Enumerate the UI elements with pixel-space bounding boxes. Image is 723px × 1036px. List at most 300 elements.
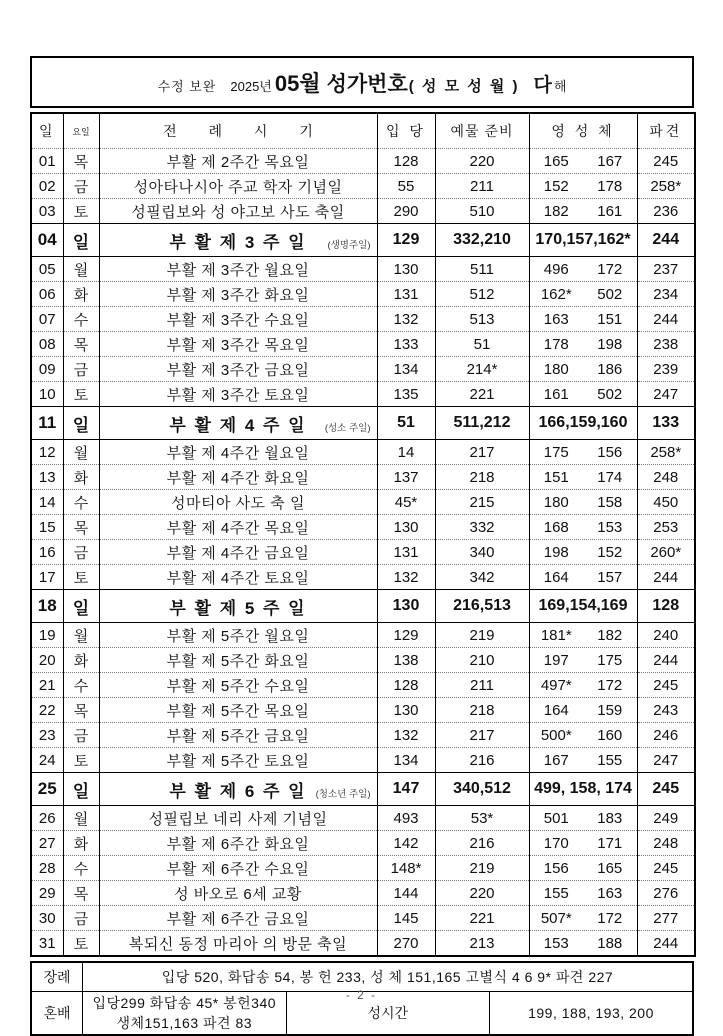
cell-day: 27: [31, 831, 63, 856]
table-row: [31, 174, 695, 199]
cell-entrance: 138: [377, 648, 435, 673]
cell-communion: [529, 357, 637, 382]
cell-day: 15: [31, 515, 63, 540]
cell-dismissal: 247: [637, 748, 695, 773]
communion-value: 161: [543, 385, 569, 403]
cell-communion: [529, 149, 637, 174]
cell-liturgy-title: 성아타나시아 주교 학자 기념일: [99, 174, 377, 199]
communion-value: 172: [597, 909, 623, 927]
cell-liturgy-title: 성필립보와 성 야고보 사도 축일: [99, 199, 377, 224]
communion-values: [530, 332, 637, 356]
cell-day: 18: [31, 590, 63, 623]
cell-communion: [529, 382, 637, 407]
table-row: [31, 698, 695, 723]
cell-dow: 일: [63, 590, 99, 623]
cell-dismissal: 258*: [637, 440, 695, 465]
communion-value: 171: [597, 834, 623, 852]
communion-values: [530, 673, 637, 697]
cell-dismissal: 253: [637, 515, 695, 540]
cell-entrance: 290: [377, 199, 435, 224]
page-title-box: [30, 56, 694, 108]
cell-entrance: 132: [377, 565, 435, 590]
cell-offertory: 218: [435, 465, 529, 490]
communion-value: 178: [543, 335, 569, 353]
communion-values: [530, 831, 637, 855]
cell-liturgy-title: 부 활 제 6 주 일 (청소년 주일): [99, 773, 377, 806]
cell-dismissal: 249: [637, 806, 695, 831]
cell-communion: [529, 931, 637, 957]
cell-dismissal: 238: [637, 332, 695, 357]
communion-value: 188: [597, 934, 623, 952]
cell-dismissal: 248: [637, 465, 695, 490]
cell-liturgy-title: 부활 제 2주간 목요일: [99, 149, 377, 174]
communion-values: [530, 540, 637, 564]
cell-dow: 목: [63, 332, 99, 357]
cell-day: 24: [31, 748, 63, 773]
table-row: [31, 382, 695, 407]
cell-liturgy-title: 부 활 제 5 주 일: [99, 590, 377, 623]
cell-communion: [529, 490, 637, 515]
communion-value: 197: [543, 651, 569, 669]
cell-liturgy-title: 부활 제 5주간 월요일: [99, 623, 377, 648]
cell-liturgy-title: 부활 제 4주간 목요일: [99, 515, 377, 540]
cell-day: 05: [31, 257, 63, 282]
cell-communion: [529, 540, 637, 565]
cell-dow: 금: [63, 723, 99, 748]
communion-value: 502: [597, 385, 623, 403]
cell-dismissal: 246: [637, 723, 695, 748]
communion-value: 152: [543, 177, 569, 195]
cell-liturgy-title: 부활 제 5주간 토요일: [99, 748, 377, 773]
table-row-sunday: [31, 590, 695, 623]
table-row: [31, 806, 695, 831]
table-row: [31, 257, 695, 282]
cell-dow: 토: [63, 199, 99, 224]
communion-values: [530, 465, 637, 489]
cell-offertory: 340,512: [435, 773, 529, 806]
cell-offertory: 220: [435, 881, 529, 906]
table-row: [31, 465, 695, 490]
cell-communion: [529, 515, 637, 540]
communion-value: 156: [597, 443, 623, 461]
page-title: [158, 67, 567, 98]
communion-value: 159: [597, 701, 623, 719]
table-row-sunday: [31, 407, 695, 440]
cell-liturgy-title: 부활 제 3주간 금요일: [99, 357, 377, 382]
cell-dow: 토: [63, 931, 99, 957]
communion-values: [530, 307, 637, 331]
communion-value: 501: [543, 809, 569, 827]
communion-values: [530, 199, 637, 223]
cell-dismissal: 245: [637, 149, 695, 174]
cell-dow: 토: [63, 565, 99, 590]
communion-values: [530, 748, 637, 772]
page-number: - 2 -: [345, 988, 378, 1002]
cell-entrance: 145: [377, 906, 435, 931]
communion-value: 172: [597, 676, 623, 694]
cell-dow: 월: [63, 257, 99, 282]
communion-value: 158: [597, 493, 623, 511]
title-paren-note: ( 성 모 성 월 ): [408, 77, 520, 95]
cell-day: 14: [31, 490, 63, 515]
column-header-offertory: 예물 준비: [435, 113, 529, 149]
communion-value: 165: [543, 152, 569, 170]
cell-day: 19: [31, 623, 63, 648]
cell-liturgy-note: (청소년 주일): [315, 789, 371, 800]
communion-values: [530, 565, 637, 589]
cell-offertory: 332: [435, 515, 529, 540]
cell-dismissal: 248: [637, 831, 695, 856]
cell-offertory: 216: [435, 748, 529, 773]
cell-dismissal: 258*: [637, 174, 695, 199]
table-row: [31, 673, 695, 698]
cell-entrance: 493: [377, 806, 435, 831]
cell-entrance: 142: [377, 831, 435, 856]
table-row: [31, 515, 695, 540]
communion-value: 502: [597, 285, 623, 303]
column-header-dismissal: 파견: [637, 113, 695, 149]
cell-offertory: 217: [435, 440, 529, 465]
cell-entrance: 134: [377, 748, 435, 773]
communion-values: [530, 440, 637, 464]
cell-dismissal: 244: [637, 648, 695, 673]
communion-value: 153: [597, 518, 623, 536]
cell-offertory: 214*: [435, 357, 529, 382]
column-header-communion: 영 성 체: [529, 113, 637, 149]
cell-dismissal: 277: [637, 906, 695, 931]
cell-dow: 목: [63, 149, 99, 174]
funeral-label: 장례: [31, 962, 83, 992]
table-row-sunday: [31, 224, 695, 257]
communion-value: 181*: [540, 626, 572, 644]
cell-communion: [529, 673, 637, 698]
wedding-label: 혼배: [31, 992, 83, 1036]
communion-value: 157: [597, 568, 623, 586]
cell-liturgy-title: 부 활 제 4 주 일 (성소 주일): [99, 407, 377, 440]
communion-values: [530, 906, 637, 930]
cell-dow: 수: [63, 856, 99, 881]
cell-entrance: 129: [377, 623, 435, 648]
cell-dow: 목: [63, 881, 99, 906]
cell-liturgy-title: 부활 제 6주간 금요일: [99, 906, 377, 931]
cell-day: 09: [31, 357, 63, 382]
table-row: [31, 856, 695, 881]
communion-value: 174: [597, 468, 623, 486]
cell-entrance: 130: [377, 590, 435, 623]
cell-communion: [529, 623, 637, 648]
cell-day: 25: [31, 773, 63, 806]
cell-dow: 수: [63, 307, 99, 332]
cell-entrance: 131: [377, 540, 435, 565]
cell-liturgy-title: 성 바오로 6세 교황: [99, 881, 377, 906]
table-header: [31, 113, 695, 149]
cell-offertory: 511: [435, 257, 529, 282]
table-row: [31, 490, 695, 515]
cell-entrance: 129: [377, 224, 435, 257]
communion-value: 164: [543, 568, 569, 586]
cell-communion: [529, 773, 637, 806]
cell-entrance: 147: [377, 773, 435, 806]
cell-dismissal: 245: [637, 773, 695, 806]
communion-value: 169,154,169: [538, 597, 628, 614]
communion-values: [530, 931, 637, 955]
cell-day: 17: [31, 565, 63, 590]
cell-day: 22: [31, 698, 63, 723]
communion-value: 175: [543, 443, 569, 461]
cell-dismissal: 247: [637, 382, 695, 407]
table-row: [31, 149, 695, 174]
cell-liturgy-title: 성필립보 네리 사제 기념일: [99, 806, 377, 831]
cell-liturgy-title: 부 활 제 3 주 일 (생명주일): [99, 224, 377, 257]
cell-offertory: 511,212: [435, 407, 529, 440]
communion-value: 198: [597, 335, 623, 353]
cell-dow: 수: [63, 490, 99, 515]
cell-dismissal: 245: [637, 856, 695, 881]
communion-value: 170: [543, 834, 569, 852]
cell-offertory: 512: [435, 282, 529, 307]
cell-entrance: 128: [377, 673, 435, 698]
cell-dow: 금: [63, 357, 99, 382]
cell-day: 10: [31, 382, 63, 407]
communion-value: 155: [543, 884, 569, 902]
communion-value: 165: [597, 859, 623, 877]
table-row: [31, 881, 695, 906]
cell-dismissal: 236: [637, 199, 695, 224]
cell-day: 07: [31, 307, 63, 332]
communion-values: [530, 357, 637, 381]
communion-value: 163: [543, 310, 569, 328]
cell-entrance: 130: [377, 515, 435, 540]
communion-values: [530, 515, 637, 539]
cell-communion: [529, 174, 637, 199]
cell-communion: [529, 881, 637, 906]
communion-value: 500*: [540, 726, 572, 744]
communion-value: 175: [597, 651, 623, 669]
cell-dow: 토: [63, 382, 99, 407]
cell-dow: 목: [63, 698, 99, 723]
cell-communion: [529, 906, 637, 931]
communion-value: 161: [597, 202, 623, 220]
cell-entrance: 134: [377, 357, 435, 382]
cell-entrance: 270: [377, 931, 435, 957]
cell-liturgy-title: 부활 제 4주간 화요일: [99, 465, 377, 490]
communion-value: 152: [597, 543, 623, 561]
cell-day: 12: [31, 440, 63, 465]
cell-dow: 월: [63, 806, 99, 831]
cell-entrance: 45*: [377, 490, 435, 515]
cell-day: 28: [31, 856, 63, 881]
cell-liturgy-title: 부활 제 3주간 목요일: [99, 332, 377, 357]
funeral-values: 입당 520, 화답송 54, 봉 헌 233, 성 체 151,165 고별식 4 6 9* 파견 227: [83, 962, 694, 992]
communion-value: 153: [543, 934, 569, 952]
communion-value: 497*: [540, 676, 572, 694]
cell-liturgy-title: 부활 제 5주간 금요일: [99, 723, 377, 748]
table-row: [31, 648, 695, 673]
cell-communion: [529, 831, 637, 856]
header-row: [31, 113, 695, 149]
cell-dow: 화: [63, 648, 99, 673]
cell-dismissal: 276: [637, 881, 695, 906]
cell-offertory: 217: [435, 723, 529, 748]
communion-values: [530, 382, 637, 406]
cell-entrance: 14: [377, 440, 435, 465]
cell-dismissal: 237: [637, 257, 695, 282]
cell-dow: 일: [63, 773, 99, 806]
cell-day: 29: [31, 881, 63, 906]
cell-liturgy-title: 부활 제 3주간 수요일: [99, 307, 377, 332]
cell-dow: 월: [63, 440, 99, 465]
cell-entrance: 131: [377, 282, 435, 307]
communion-value: 198: [543, 543, 569, 561]
cell-offertory: 332,210: [435, 224, 529, 257]
cell-dismissal: 244: [637, 224, 695, 257]
table-row: [31, 332, 695, 357]
cell-communion: [529, 282, 637, 307]
column-header-title: 전 례 시 기: [99, 113, 377, 149]
cell-liturgy-title: 부활 제 5주간 목요일: [99, 698, 377, 723]
cell-dismissal: 245: [637, 673, 695, 698]
communion-value: 167: [597, 152, 623, 170]
cell-entrance: 130: [377, 257, 435, 282]
cell-entrance: 128: [377, 149, 435, 174]
cell-entrance: 135: [377, 382, 435, 407]
cell-entrance: 148*: [377, 856, 435, 881]
communion-value: 178: [597, 177, 623, 195]
communion-values: [530, 490, 637, 514]
cell-day: 13: [31, 465, 63, 490]
cell-communion: [529, 332, 637, 357]
cell-entrance: 132: [377, 723, 435, 748]
cell-communion: [529, 648, 637, 673]
cell-dow: 월: [63, 623, 99, 648]
table-row: [31, 623, 695, 648]
cell-dismissal: 450: [637, 490, 695, 515]
table-row: [31, 831, 695, 856]
cell-communion: [529, 565, 637, 590]
cell-communion: [529, 806, 637, 831]
wedding-values: 입당299 화답송 45* 봉헌340 생체151,163 파견 83: [83, 992, 287, 1036]
cell-dismissal: 133: [637, 407, 695, 440]
cell-offertory: 342: [435, 565, 529, 590]
table-row: [31, 931, 695, 957]
cell-dow: 화: [63, 831, 99, 856]
cell-dow: 일: [63, 407, 99, 440]
cell-liturgy-title: 부활 제 5주간 화요일: [99, 648, 377, 673]
cell-dow: 수: [63, 673, 99, 698]
table-row: [31, 440, 695, 465]
cell-communion: [529, 199, 637, 224]
cell-day: 16: [31, 540, 63, 565]
cell-communion: [529, 407, 637, 440]
hymn-schedule-page: [30, 56, 694, 1036]
communion-value: 151: [597, 310, 623, 328]
cell-day: 11: [31, 407, 63, 440]
cell-dismissal: 244: [637, 565, 695, 590]
cell-communion: [529, 723, 637, 748]
communion-value: 183: [597, 809, 623, 827]
title-cycle: 다: [533, 74, 552, 96]
cell-dow: 일: [63, 224, 99, 257]
communion-value: 180: [543, 493, 569, 511]
cell-entrance: 55: [377, 174, 435, 199]
cell-dow: 토: [63, 748, 99, 773]
cell-dismissal: 244: [637, 307, 695, 332]
cell-liturgy-title: 부활 제 3주간 월요일: [99, 257, 377, 282]
cell-communion: [529, 856, 637, 881]
cell-offertory: 53*: [435, 806, 529, 831]
cell-entrance: 132: [377, 307, 435, 332]
communion-values: [530, 881, 637, 905]
cell-day: 26: [31, 806, 63, 831]
table-row: [31, 199, 695, 224]
cell-dismissal: 244: [637, 931, 695, 957]
cell-offertory: 221: [435, 382, 529, 407]
communion-value: 182: [597, 626, 623, 644]
table-row: [31, 565, 695, 590]
cell-day: 01: [31, 149, 63, 174]
title-year: 2025년: [230, 78, 272, 94]
cell-dismissal: 243: [637, 698, 695, 723]
cell-liturgy-title: 성마티아 사도 축 일: [99, 490, 377, 515]
cell-day: 20: [31, 648, 63, 673]
communion-value: 170,157,162*: [535, 231, 631, 248]
cell-liturgy-title: 부활 제 5주간 수요일: [99, 673, 377, 698]
cell-day: 06: [31, 282, 63, 307]
communion-value: 162*: [540, 285, 572, 303]
cell-dismissal: 234: [637, 282, 695, 307]
cell-entrance: 130: [377, 698, 435, 723]
cell-offertory: 513: [435, 307, 529, 332]
table-row-sunday: [31, 773, 695, 806]
communion-value: 172: [597, 260, 623, 278]
cell-liturgy-title: 부활 제 4주간 금요일: [99, 540, 377, 565]
cell-dow: 금: [63, 540, 99, 565]
cell-offertory: 51: [435, 332, 529, 357]
cell-offertory: 219: [435, 856, 529, 881]
cell-dow: 금: [63, 906, 99, 931]
communion-values: [530, 856, 637, 880]
cell-offertory: 340: [435, 540, 529, 565]
table-row: [31, 723, 695, 748]
cell-communion: [529, 224, 637, 257]
cell-offertory: 211: [435, 174, 529, 199]
communion-value: 156: [543, 859, 569, 877]
cell-offertory: 218: [435, 698, 529, 723]
cell-dow: 화: [63, 282, 99, 307]
cell-entrance: 144: [377, 881, 435, 906]
cell-liturgy-title: 부활 제 3주간 화요일: [99, 282, 377, 307]
communion-value: 180: [543, 360, 569, 378]
communion-value: 151: [543, 468, 569, 486]
communion-value: 160: [597, 726, 623, 744]
cell-day: 21: [31, 673, 63, 698]
communion-values: [530, 282, 637, 306]
holyhour-values: 199, 188, 193, 200: [490, 992, 694, 1036]
cell-liturgy-title: 복되신 동정 마리아 의 방문 축일: [99, 931, 377, 957]
communion-values: [530, 723, 637, 747]
communion-values: [530, 149, 637, 173]
cell-offertory: 510: [435, 199, 529, 224]
cell-day: 30: [31, 906, 63, 931]
cell-communion: [529, 698, 637, 723]
communion-values: [530, 623, 637, 647]
communion-value: 155: [597, 751, 623, 769]
cell-offertory: 216: [435, 831, 529, 856]
communion-values: [530, 806, 637, 830]
title-cycle-suffix: 해: [553, 78, 567, 94]
cell-dismissal: 239: [637, 357, 695, 382]
cell-liturgy-title: 부활 제 6주간 수요일: [99, 856, 377, 881]
